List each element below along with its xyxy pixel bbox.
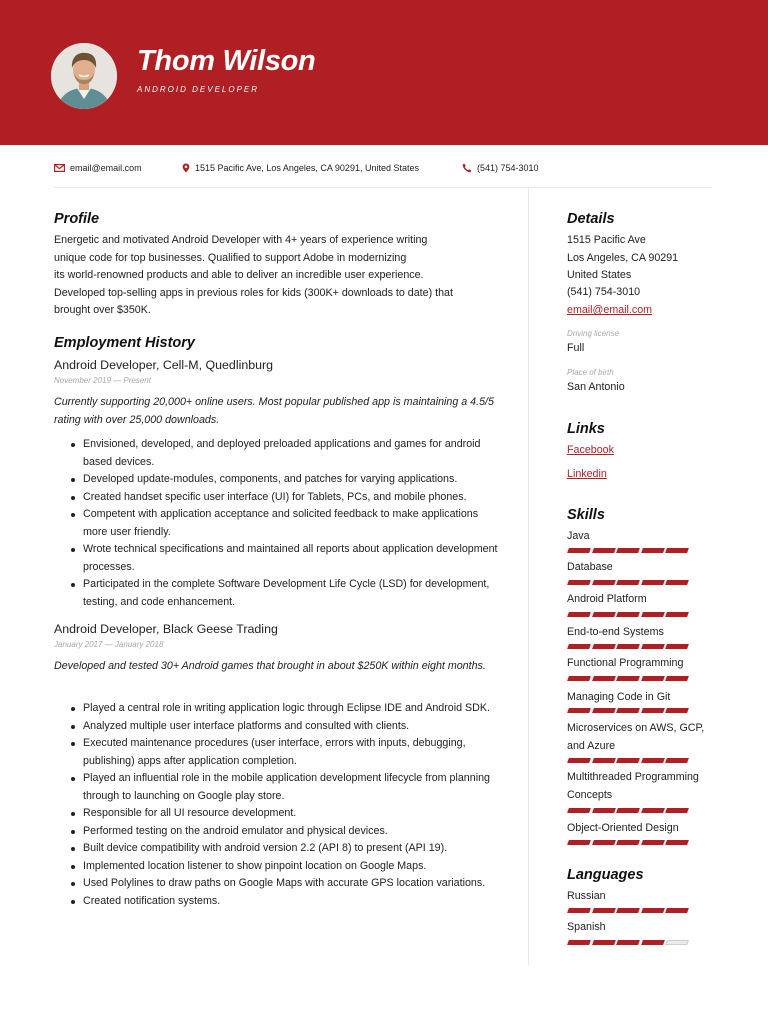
contact-email-text: email@email.com: [70, 163, 142, 173]
contact-email: [54, 160, 142, 176]
skill-level-bar: [567, 548, 688, 553]
list-item: Responsible for all UI resource development.: [54, 805, 504, 823]
skill-label: Android Platform: [567, 593, 647, 605]
avatar-photo: [51, 43, 117, 109]
profile-heading: Profile: [54, 211, 100, 227]
level-segment-filled: [641, 580, 665, 585]
skill-label: Multithreaded Programming Concepts: [567, 771, 699, 801]
level-segment-filled: [567, 708, 591, 713]
candidate-name: Thom Wilson: [137, 45, 316, 77]
avatar: [51, 43, 117, 109]
level-segment-filled: [641, 808, 665, 813]
map-pin-icon: [182, 163, 190, 173]
skill-level-bar: [567, 612, 688, 617]
list-item: Envisioned, developed, and deployed preloaded applications and games for android based devices.: [54, 436, 504, 471]
job-summary-1: Currently supporting 20,000+ online users. Most popular published app is maintaining a 4.5/5 rating with over 25,000 downloads.: [54, 396, 494, 426]
level-segment-filled: [567, 758, 591, 763]
level-segment-filled: [641, 548, 665, 553]
skill-label: Managing Code in Git: [567, 691, 671, 703]
profile-text: [54, 232, 504, 320]
contact-phone: [462, 160, 539, 176]
details-email-link[interactable]: email@email.com: [567, 304, 653, 316]
skill-label: Java: [567, 530, 590, 542]
list-item: Played a central role in writing application logic through Eclipse IDE and Android SDK.: [54, 700, 504, 718]
level-segment-filled: [567, 840, 591, 845]
level-segment-filled: [616, 908, 640, 913]
language-level-bar: [567, 940, 688, 945]
level-segment-filled: [616, 644, 640, 649]
list-item: Competent with application acceptance and solicited feedback to make applications more user friendly.: [54, 506, 504, 541]
contact-phone-text: (541) 754-3010: [477, 163, 539, 173]
link-linkedin[interactable]: Linkedin: [567, 468, 607, 480]
level-segment-filled: [665, 758, 689, 763]
profile-line: brought over $350K.: [54, 304, 151, 316]
link-facebook[interactable]: Facebook: [567, 444, 614, 456]
header-band: [0, 0, 768, 145]
level-segment-filled: [641, 940, 665, 945]
level-segment-filled: [592, 940, 616, 945]
level-segment-filled: [665, 808, 689, 813]
skill-label: End-to-end Systems: [567, 626, 664, 638]
details-phone: (541) 754-3010: [567, 286, 641, 298]
skill-label: Object-Oriented Design: [567, 822, 679, 834]
level-segment-filled: [616, 940, 640, 945]
level-segment-filled: [641, 612, 665, 617]
level-segment-filled: [592, 676, 616, 681]
list-item: Created notification systems.: [54, 893, 504, 911]
job-dates-1: November 2019 — Present: [54, 376, 151, 385]
skill-label: Functional Programming: [567, 657, 684, 669]
level-segment-filled: [665, 580, 689, 585]
level-segment-filled: [665, 548, 689, 553]
job-title-tagline: ANDROID DEVELOPER: [137, 85, 260, 94]
level-segment-filled: [592, 840, 616, 845]
languages-heading: Languages: [567, 867, 644, 883]
list-item: Built device compatibility with android version 2.2 (API 8) to present (API 19).: [54, 840, 504, 858]
language-label: Russian: [567, 890, 606, 902]
details-address-line2: Los Angeles, CA 90291: [567, 252, 679, 264]
level-segment-filled: [665, 644, 689, 649]
skill-level-bar: [567, 676, 688, 681]
level-segment-filled: [641, 644, 665, 649]
column-divider: [528, 188, 529, 965]
level-segment-filled: [567, 580, 591, 585]
level-segment-filled: [616, 548, 640, 553]
level-segment-filled: [567, 808, 591, 813]
envelope-icon: [54, 164, 65, 172]
level-segment-filled: [567, 908, 591, 913]
language-label: Spanish: [567, 921, 606, 933]
level-segment-filled: [665, 908, 689, 913]
level-segment-filled: [567, 644, 591, 649]
level-segment-filled: [592, 758, 616, 763]
list-item: Wrote technical specifications and maintained all reports about application development processes.: [54, 541, 504, 576]
details-heading: Details: [567, 211, 615, 227]
level-segment-filled: [665, 708, 689, 713]
level-segment-filled: [592, 908, 616, 913]
job-bullets-1: [54, 436, 504, 611]
job-title-2: Android Developer, Black Geese Trading: [54, 622, 278, 636]
skill-level-bar: [567, 808, 688, 813]
level-segment-filled: [592, 612, 616, 617]
list-item: Executed maintenance procedures (user interface, errors with inputs, debugging, publishing) apps after application completion.: [54, 735, 504, 770]
list-item: Played an influential role in the mobile application development lifecycle from planning through to launching on Google play store.: [54, 770, 504, 805]
place-of-birth-value: San Antonio: [567, 381, 625, 393]
level-segment-empty: [665, 940, 689, 945]
details-address-line1: 1515 Pacific Ave: [567, 234, 646, 246]
level-segment-filled: [592, 808, 616, 813]
profile-line: Energetic and motivated Android Developer with 4+ years of experience writing: [54, 234, 428, 246]
level-segment-filled: [567, 676, 591, 681]
skill-level-bar: [567, 758, 688, 763]
level-segment-filled: [592, 548, 616, 553]
level-segment-filled: [616, 676, 640, 681]
job-summary-2: Developed and tested 30+ Android games that brought in about $250K within eight months.: [54, 660, 486, 672]
contact-address: [182, 160, 419, 176]
skill-level-bar: [567, 840, 688, 845]
list-item: Implemented location listener to show pinpoint location on Google Maps.: [54, 858, 504, 876]
language-level-bar: [567, 908, 688, 913]
skill-level-bar: [567, 708, 688, 713]
level-segment-filled: [616, 840, 640, 845]
list-item: Participated in the complete Software Development Life Cycle (LSD) for development, testing, and code enhancement.: [54, 576, 504, 611]
level-segment-filled: [567, 612, 591, 617]
skills-heading: Skills: [567, 507, 605, 523]
job-title-1: Android Developer, Cell-M, Quedlinburg: [54, 358, 274, 372]
links-heading: Links: [567, 421, 605, 437]
list-item: Analyzed multiple user interface platforms and consulted with clients.: [54, 718, 504, 736]
driving-license-label: Driving license: [567, 329, 620, 338]
level-segment-filled: [592, 708, 616, 713]
level-segment-filled: [616, 758, 640, 763]
list-item: Used Polylines to draw paths on Google Maps with accurate GPS location variations.: [54, 875, 504, 893]
skill-level-bar: [567, 644, 688, 649]
driving-license-value: Full: [567, 342, 585, 354]
skill-label: Database: [567, 561, 613, 573]
level-segment-filled: [592, 644, 616, 649]
skill-label: Microservices on AWS, GCP, and Azure: [567, 722, 705, 752]
level-segment-filled: [641, 676, 665, 681]
level-segment-filled: [616, 580, 640, 585]
level-segment-filled: [665, 676, 689, 681]
phone-icon: [462, 163, 472, 173]
profile-line: unique code for top businesses. Qualified to support Adobe in modernizing: [54, 251, 407, 264]
level-segment-filled: [616, 808, 640, 813]
skill-level-bar: [567, 580, 688, 585]
level-segment-filled: [567, 940, 591, 945]
level-segment-filled: [567, 548, 591, 553]
list-item: Developed update-modules, components, and patches for varying applications.: [54, 471, 504, 489]
employment-heading: Employment History: [54, 335, 195, 351]
contact-address-text: 1515 Pacific Ave, Los Angeles, CA 90291, United States: [195, 163, 419, 173]
level-segment-filled: [641, 908, 665, 913]
level-segment-filled: [641, 840, 665, 845]
level-segment-filled: [665, 840, 689, 845]
contact-divider: [54, 187, 712, 188]
level-segment-filled: [641, 758, 665, 763]
level-segment-filled: [665, 612, 689, 617]
level-segment-filled: [616, 612, 640, 617]
level-segment-filled: [592, 580, 616, 585]
details-country: United States: [567, 269, 632, 281]
list-item: Performed testing on the android emulator and physical devices.: [54, 823, 504, 841]
profile-line: Developed top-selling apps in previous roles for kids (300K+ downloads to date) that: [54, 286, 453, 299]
list-item: Created handset specific user interface (UI) for Tablets, PCs, and mobile phones.: [54, 489, 504, 507]
place-of-birth-label: Place of birth: [567, 368, 614, 377]
profile-line: its world-renowned products and able to deliver an incredible user experience.: [54, 269, 424, 281]
level-segment-filled: [641, 708, 665, 713]
job-bullets-2: [54, 700, 504, 910]
job-dates-2: January 2017 — January 2018: [54, 640, 164, 649]
level-segment-filled: [616, 708, 640, 713]
